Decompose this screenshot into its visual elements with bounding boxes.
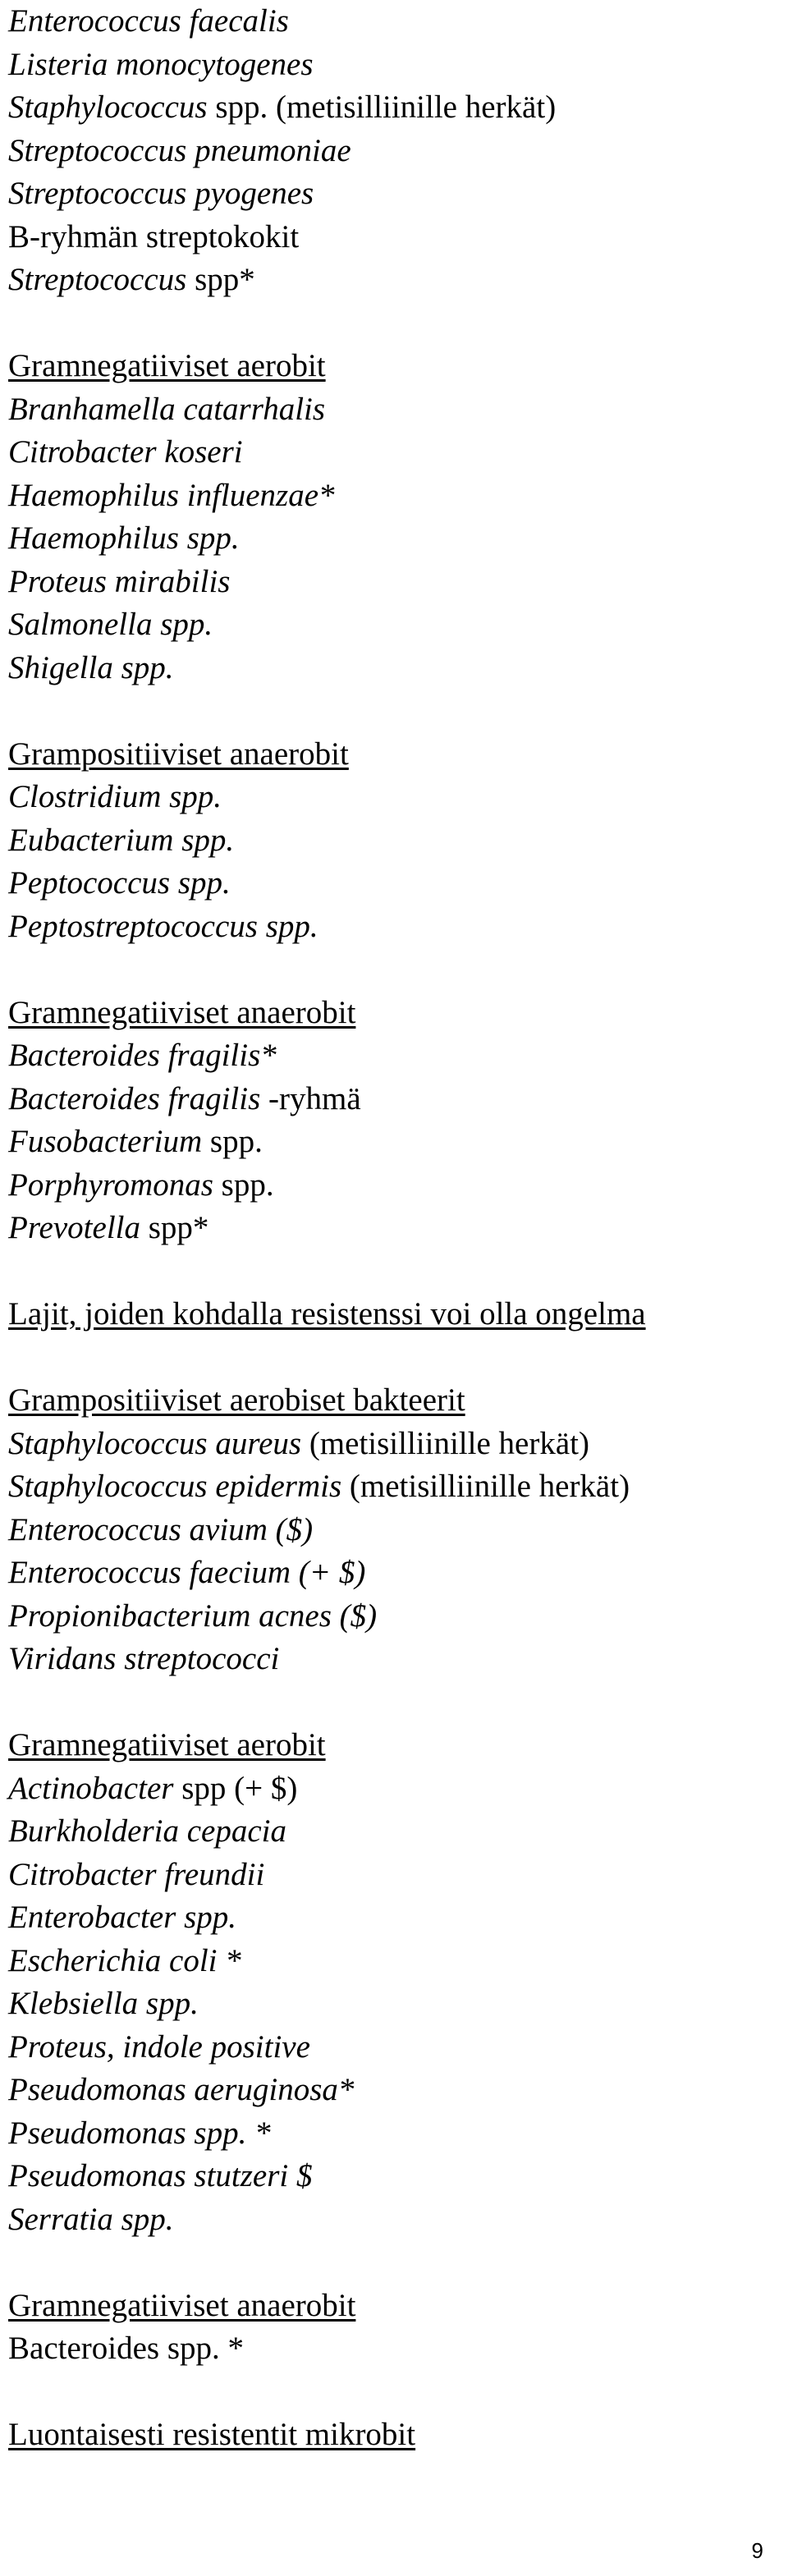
organism-note: spp* bbox=[186, 262, 255, 297]
organism-entry bbox=[8, 1078, 780, 1121]
organism-entry bbox=[8, 862, 780, 905]
organism-name-italic: Pseudomonas aeruginosa* bbox=[8, 2072, 355, 2107]
organism-note: spp. (metisilliinille herkät) bbox=[207, 89, 557, 125]
organism-name-italic: Pseudomonas stutzeri $ bbox=[8, 2158, 313, 2193]
organism-entry bbox=[8, 1509, 780, 1552]
organism-entry bbox=[8, 259, 780, 302]
section-heading: Grampositiiviset anaerobit bbox=[8, 736, 349, 772]
organism-name-italic: Enterococcus avium ($) bbox=[8, 1511, 314, 1547]
organism-name-italic: Citrobacter freundii bbox=[8, 1856, 265, 1892]
organism-list bbox=[8, 388, 780, 690]
organism-list bbox=[8, 0, 780, 302]
organism-list bbox=[8, 1423, 780, 1681]
organism-entry bbox=[8, 1465, 780, 1509]
organism-entry bbox=[8, 1810, 780, 1854]
organism-name-italic: Haemophilus spp. bbox=[8, 520, 240, 556]
organism-entry bbox=[8, 2069, 780, 2112]
organism-name-italic: Haemophilus influenzae* bbox=[8, 477, 335, 513]
organism-entry bbox=[8, 517, 780, 561]
page-number: 9 bbox=[751, 2538, 763, 2563]
section-heading: Gramnegatiiviset aerobit bbox=[8, 1727, 326, 1762]
organism-entry bbox=[8, 2155, 780, 2198]
organism-name-italic: Escherichia coli * bbox=[8, 1942, 241, 1978]
organism-name-italic: Streptococcus pyogenes bbox=[8, 176, 314, 211]
organism-name-italic: Pseudomonas spp. * bbox=[8, 2115, 271, 2151]
organism-name-italic: Salmonella spp. bbox=[8, 607, 213, 642]
organism-entry bbox=[8, 561, 780, 604]
organism-list bbox=[8, 1034, 780, 1250]
organism-name-italic: Bacteroides fragilis* bbox=[8, 1038, 277, 1073]
organism-entry bbox=[8, 776, 780, 819]
organism-entry bbox=[8, 216, 780, 259]
organism-name-italic: Proteus, indole positive bbox=[8, 2028, 310, 2065]
organism-name-italic: Propionibacterium acnes ($) bbox=[8, 1597, 378, 1634]
organism-name-italic: Branhamella catarrhalis bbox=[8, 391, 326, 427]
organism-note: (metisilliinille herkät) bbox=[301, 1425, 589, 1461]
organism-name-italic: Staphylococcus bbox=[8, 89, 208, 125]
section-heading: Grampositiiviset aerobiset bakteerit bbox=[8, 1382, 465, 1418]
organism-name-italic: Staphylococcus epidermis bbox=[8, 1469, 342, 1504]
organism-entry bbox=[8, 0, 780, 44]
organism-entry bbox=[8, 388, 780, 432]
organism-note: spp. bbox=[202, 1124, 263, 1159]
organism-entry bbox=[8, 2327, 780, 2371]
section-heading: Gramnegatiiviset anaerobit bbox=[8, 994, 356, 1030]
organism-list bbox=[8, 776, 780, 948]
organism-entry bbox=[8, 431, 780, 474]
organism-name-italic: Bacteroides fragilis bbox=[8, 1080, 261, 1116]
organism-list bbox=[8, 1767, 780, 2242]
organism-entry bbox=[8, 1767, 780, 1811]
organism-name-italic: Enterococcus faecium (+ $) bbox=[8, 1555, 366, 1590]
organism-entry bbox=[8, 1164, 780, 1208]
organism-entry bbox=[8, 44, 780, 87]
main-heading: Luontaisesti resistentit mikrobit bbox=[8, 2417, 416, 2452]
organism-name-italic: Klebsiella spp. bbox=[8, 1986, 199, 2021]
organism-entry bbox=[8, 1638, 780, 1681]
organism-entry bbox=[8, 2198, 780, 2242]
organism-name-italic: Serratia spp. bbox=[8, 2201, 174, 2237]
organism-entry bbox=[8, 1207, 780, 1250]
organism-entry bbox=[8, 2112, 780, 2156]
organism-note: (metisilliinille herkät) bbox=[341, 1469, 630, 1504]
organism-name-italic: Clostridium spp. bbox=[8, 779, 222, 814]
organism-name-italic: Shigella spp. bbox=[8, 649, 174, 685]
organism-entry bbox=[8, 474, 780, 518]
organism-name-italic: Actinobacter bbox=[8, 1770, 174, 1806]
organism-entry bbox=[8, 905, 780, 949]
organism-name-italic: Citrobacter koseri bbox=[8, 434, 243, 470]
organism-name-italic: Eubacterium spp. bbox=[8, 822, 235, 858]
organism-entry bbox=[8, 1034, 780, 1078]
organism-name-italic: Peptostreptococcus spp. bbox=[8, 908, 318, 944]
organism-entry bbox=[8, 603, 780, 647]
organism-entry bbox=[8, 1552, 780, 1595]
organism-note: spp. bbox=[213, 1167, 274, 1203]
organism-name-italic: Enterococcus faecalis bbox=[8, 3, 289, 39]
organism-entry bbox=[8, 2026, 780, 2070]
organism-name-italic: Peptococcus spp. bbox=[8, 865, 231, 901]
organism-note: spp* bbox=[140, 1210, 209, 1245]
main-heading: Lajit, joiden kohdalla resistenssi voi olla ongelma bbox=[8, 1296, 646, 1332]
organism-name-italic: Streptococcus bbox=[8, 262, 187, 297]
organism-entry bbox=[8, 86, 780, 130]
organism-list bbox=[8, 2327, 780, 2371]
organism-entry bbox=[8, 130, 780, 173]
organism-entry bbox=[8, 1896, 780, 1940]
organism-entry bbox=[8, 1982, 780, 2026]
organism-note: spp (+ $) bbox=[173, 1770, 298, 1806]
organism-entry bbox=[8, 1940, 780, 1983]
organism-name-italic: Enterobacter spp. bbox=[8, 1900, 237, 1935]
organism-entry bbox=[8, 1121, 780, 1164]
organism-name-italic: Burkholderia cepacia bbox=[8, 1813, 286, 1849]
organism-name-italic: Listeria monocytogenes bbox=[8, 46, 314, 82]
organism-entry bbox=[8, 172, 780, 216]
organism-entry bbox=[8, 1854, 780, 1897]
organism-note: B-ryhmän streptokokit bbox=[8, 218, 300, 254]
organism-name-italic: Porphyromonas bbox=[8, 1167, 213, 1203]
organism-entry bbox=[8, 1423, 780, 1466]
section-heading: Gramnegatiiviset anaerobit bbox=[8, 2287, 356, 2323]
organism-entry bbox=[8, 647, 780, 690]
organism-name-italic: Prevotella bbox=[8, 1210, 140, 1245]
organism-entry bbox=[8, 819, 780, 863]
organism-name-italic: Staphylococcus aureus bbox=[8, 1425, 302, 1461]
document-body bbox=[8, 0, 780, 2457]
organism-name-italic: Proteus mirabilis bbox=[8, 563, 231, 599]
organism-name-italic: Streptococcus pneumoniae bbox=[8, 132, 351, 168]
organism-name-italic: Viridans streptococci bbox=[8, 1641, 280, 1676]
section-heading: Gramnegatiiviset aerobit bbox=[8, 348, 326, 383]
organism-name-italic: Fusobacterium bbox=[8, 1124, 203, 1159]
organism-note: -ryhmä bbox=[260, 1080, 361, 1116]
organism-note: Bacteroides spp. * bbox=[8, 2331, 245, 2366]
organism-entry bbox=[8, 1595, 780, 1639]
